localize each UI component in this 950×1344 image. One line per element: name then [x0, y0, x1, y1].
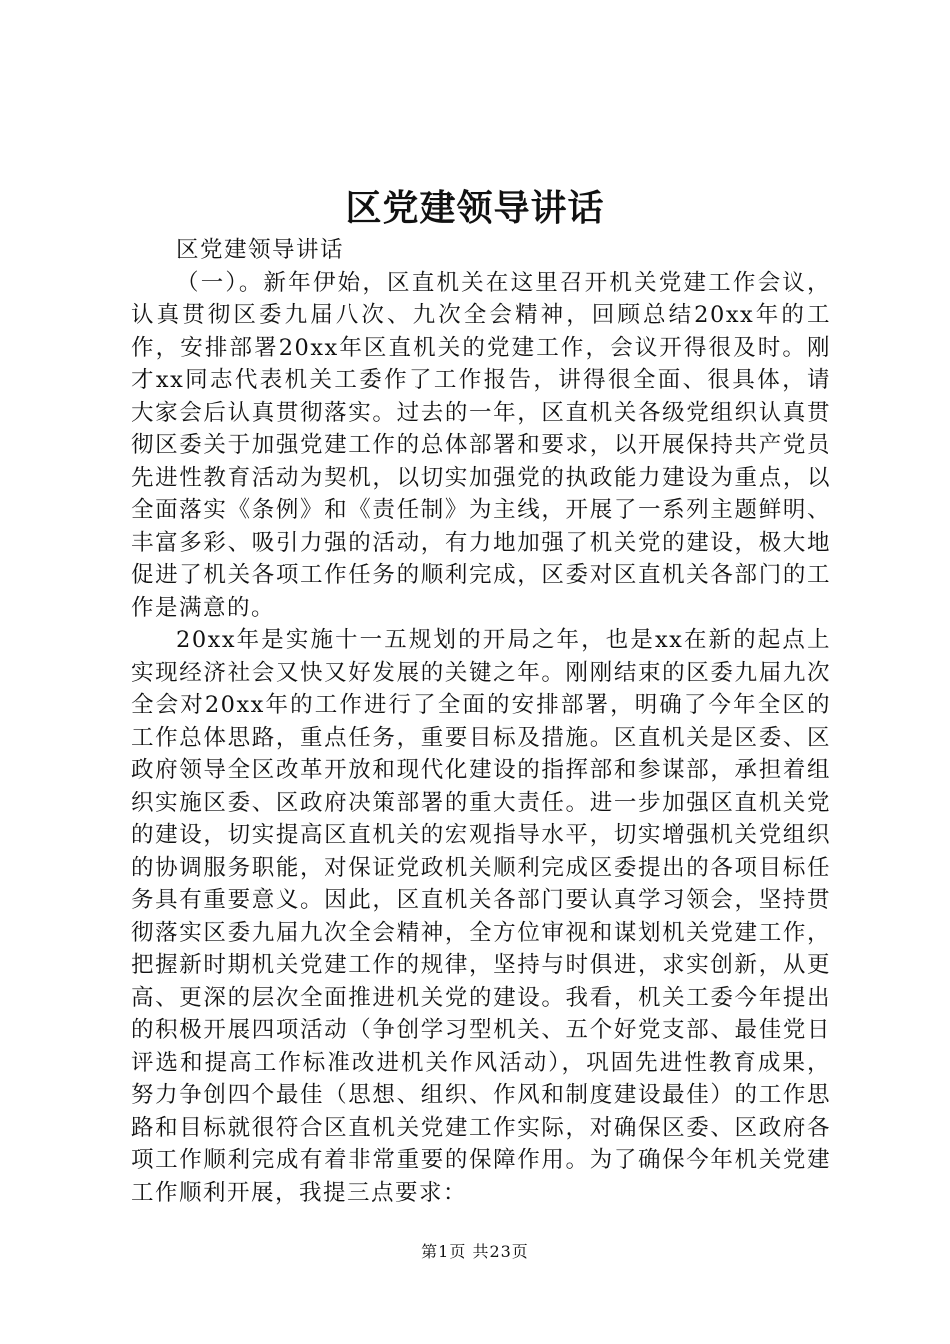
- document-title: 区党建领导讲话: [345, 187, 605, 229]
- document-subtitle: 区党建领导讲话: [176, 237, 345, 263]
- body-paragraph: 20xx年是实施十一五规划的开局之年，也是xx在新的起点上实现经济社会又快又好发展的关键之年。刚刚结束的区委九届九次全会对20xx年的工作进行了全面的安排部署，明确了今年全区的工作总体思路，重点任务，重要目标及措施。区直机关是区委、区政府领导全区改革开放和现代化建设的指挥部和参谋部，承担着组织实施区委、区政府决策部署的重大责任。进一步加强区直机关党的建设，切实提高区直机关的宏观指导水平，切实增强机关党组织的协调服务职能，对保证党政机关顺利完成区委提出的各项目标任务具有重要意义。因此，区直机关各部门要认真学习领会，坚持贯彻落实区委九届九次全会精神，全方位审视和谋划机关党建工作，把握新时期机关党建工作的规律，坚持与时俱进，求实创新，从更高、更深的层次全面推进机关党的建设。我看，机关工委今年提出的积极开展四项活动（争创学习型机关、五个好党支部、最佳党日评选和提高工作标准改进机关作风活动），巩固先进性教育成果，努力争创四个最佳（思想、组织、作风和制度建设最佳）的工作思路和目标就很符合区直机关党建工作实际，对确保区委、区政府各项工作顺利完成有着非常重要的保障作用。为了确保今年机关党建工作顺利开展，我提三点要求：: [131, 627, 831, 1206]
- body-paragraph: （一）。新年伊始，区直机关在这里召开机关党建工作会议，认真贯彻区委九届八次、九次全会精神，回顾总结20xx年的工作，安排部署20xx年区直机关的党建工作，会议开得很及时。刚才xx同志代表机关工委作了工作报告，讲得很全面、很具体，请大家会后认真贯彻落实。过去的一年，区直机关各级党组织认真贯彻区委关于加强党建工作的总体部署和要求，以开展保持共产党员先进性教育活动为契机，以切实加强党的执政能力建设为重点，以全面落实《条例》和《责任制》为主线，开展了一系列主题鲜明、丰富多彩、吸引力强的活动，有力地加强了机关党的建设，极大地促进了机关各项工作任务的顺利完成，区委对区直机关各部门的工作是满意的。: [131, 269, 831, 621]
- document-body: [131, 234, 831, 1209]
- page-footer: 第1页 共23页: [421, 1242, 529, 1261]
